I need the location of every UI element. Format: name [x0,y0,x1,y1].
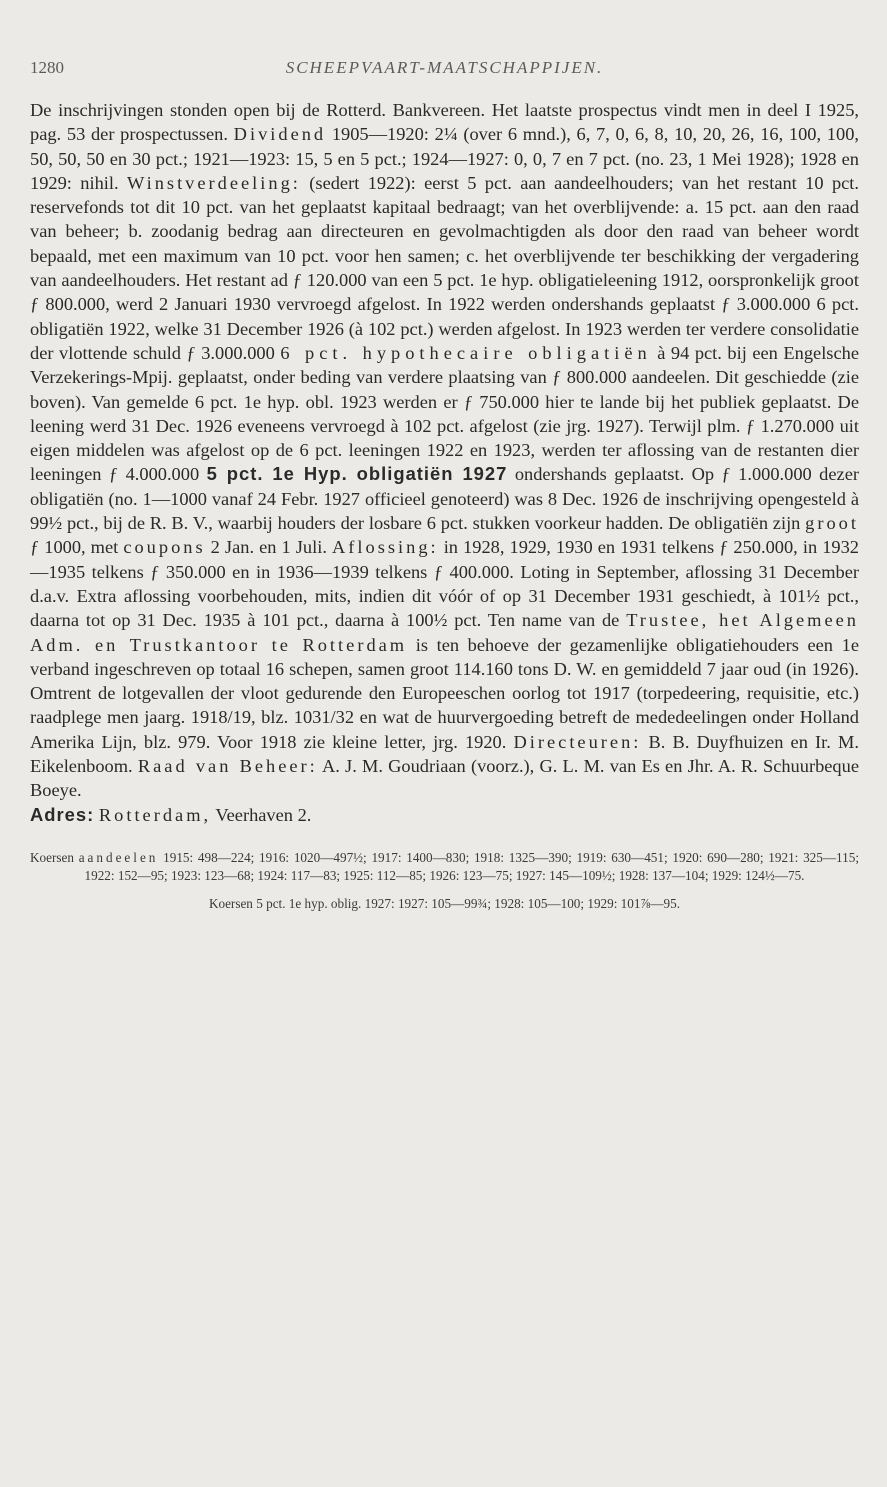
aflossing-label: Aflossing: [332,537,439,558]
text-segment: 1905—1920: 2¼ (over 6 mnd.), 6, 7, 0, 6, 8, 10, 20, 26, 16, 100, 100, 50, 50, 50 en 30 pct.; 1921—1923: 15, 5 en 5 pct.; 1924—1927: 0, 0, 7 en 7 pct. (no. 23, 1 Mei 1928); 1928 en 1929: nihil. [30,124,859,193]
text-segment: ƒ 1000, met [30,537,124,558]
koersen-label: Koersen [30,849,74,865]
bond-prices-text: 5 pct. 1e hyp. oblig. 1927: 1927: 105—99¾; 1928: 105—100; 1929: 101⅞—95. [252,895,681,911]
trustee-label: Trustee, het Algemeen Adm. en Trustkantoor te Rotterdam [30,610,859,655]
page-header [30,58,859,94]
dividend-label: Dividend [233,124,327,145]
aandeelen-label: aandeelen [78,849,159,865]
share-prices-text: 1915: 498—224; 1916: 1020—497½; 1917: 1400—830; 1918: 1325—390; 1919: 630—451; 1920: 690—280; 1921: 325—115; 1922: 152—95; 1923: 123—68; 1924: 117—83; 1925: 112—85; 1926: 123—75; 1927: 145—109½; 1928: 137—104; 1929: 124½—75. [84,849,859,883]
groot-label: groot [805,513,859,534]
raad-van-beheer-label: Raad van Beheer: [137,756,318,777]
text-segment: in 1928, 1929, 1930 en 1931 telkens ƒ 250.000, in 1932—1935 telkens ƒ 350.000 en in 1936—1939 telkens ƒ 400.000. Loting in September, aflossing 31 December d.a.v. Extra aflossing voorbehouden, mits, indien dit vóór of op 31 December 1931 geschiedt, à 101½ pct., daarna tot op 31 Dec. 1935 à 101 pct., daarna à 100½ pct. Ten name van de [30,537,859,631]
text-segment: De inschrijvingen stonden open bij de Rotterd. Bankvereen. Het laatste prospectus vindt men in deel I 1925, pag. 53 der prospectussen. [30,100,859,145]
text-segment: (sedert 1922): eerst 5 pct. aan aandeelhouders; van het restant 10 pct. reservefonds tot dit 10 pct. van het geplaatst kapitaal bedraagt; van het overblijvende: a. 15 pct. aan den raad van beheer; b. zoodanig bedrag aan directeuren en gevolmachtigden als door den raad van beheer wordt bepaald, met een maximum van 10 pct. voor hen samen; c. het overblijvende ter beschikking der vergadering van aandeelhouders. Het restant ad ƒ 120.000 van een 5 pct. 1e hyp. obligatieleening 1912, oorspronkelijk groot ƒ 800.000, werd 2 Januari 1930 vervroegd afgelost. In 1922 werden ondershands geplaatst ƒ 3.000.000 6 pct. obligatiën 1922, welke 31 December 1926 (à 102 pct.) werden afgelost. In 1923 werden ter verdere consolidatie der vlottende schuld ƒ 3.000.000 [30,172,860,363]
main-paragraph [30,98,859,803]
directeuren-label: Directeuren: [513,731,642,752]
adres-city: Rotterdam, [98,804,212,825]
hyp-obligations-label: 6 pct. hypothecaire obligatiën [280,342,652,363]
running-title: SCHEEPVAART-MAATSCHAPPIJEN. [285,58,604,77]
address-line [30,803,859,827]
text-segment: A. J. M. Goudriaan (voorz.), G. L. M. van Es en Jhr. A. R. Schuurbeque Boeye. [30,756,859,801]
text-segment: B. B. Duyfhuizen en Ir. M. Eikelenboom. [30,731,859,777]
share-prices-note [30,849,859,885]
text-segment: ondershands geplaatst. Op ƒ 1.000.000 dezer obligatiën (no. 1—1000 vanaf 24 Febr. 1927 officieel genoteerd) was 8 Dec. 1926 de inschrijving opengesteld à 99½ pct., bij de R. B. V., waarbij houders der losbare 6 pct. stukken voorkeur hadden. De obligatiën zijn [30,464,859,534]
text-segment: is ten behoeve der gezamenlijke obligatiehouders een 1e verband ingeschreven op totaal 16 schepen, samen groot 114.160 tons D. W. en gemiddeld 7 jaar oud (in 1926). Omtrent de lotgevallen der vloot gedurende den Europeeschen oorlog tot 1917 (torpedeering, requisitie, etc.) raadplege men jaarg. 1918/19, blz. 1031/32 en wat de huurvergoeding betreft de mededeelingen onder Holland Amerika Lijn, blz. 979. Voor 1918 zie kleine letter, jrg. 1920. [30,634,859,752]
text-segment: 2 Jan. en 1 Juli. [205,537,332,558]
text-segment: à 94 pct. bij een Engelsche Verzekerings-Mpij. geplaatst, onder beding van verdere plaatsing van ƒ 800.000 aandeelen. Dit geschiedde (zie boven). Van gemelde 6 pct. 1e hyp. obl. 1923 werden er ƒ 750.000 hier te lande bij het publiek geplaatst. De leening werd 31 Dec. 1926 eveneens vervroegd à 102 pct. afgelost (zie jrg. 1927). Terwijl plm. ƒ 1.270.000 uit eigen middelen was afgelost op de 6 pct. leeningen 1922 en 1923, werden ter aflossing van de restanten dier leeningen ƒ 4.000.000 [30,342,859,485]
bond-prices-note [30,895,859,913]
footnotes [30,849,859,913]
body-text [30,98,859,827]
winstverdeeling-label: Winstverdeeling: [126,172,301,193]
koersen-label: Koersen [208,895,253,911]
coupons-label: coupons [123,537,206,558]
adres-street: Veerhaven 2. [211,804,312,825]
obligations-1927-label: 5 pct. 1e Hyp. obligatiën 1927 [206,463,508,485]
page-number: 1280 [30,58,64,77]
adres-label: Adres: [30,803,95,825]
